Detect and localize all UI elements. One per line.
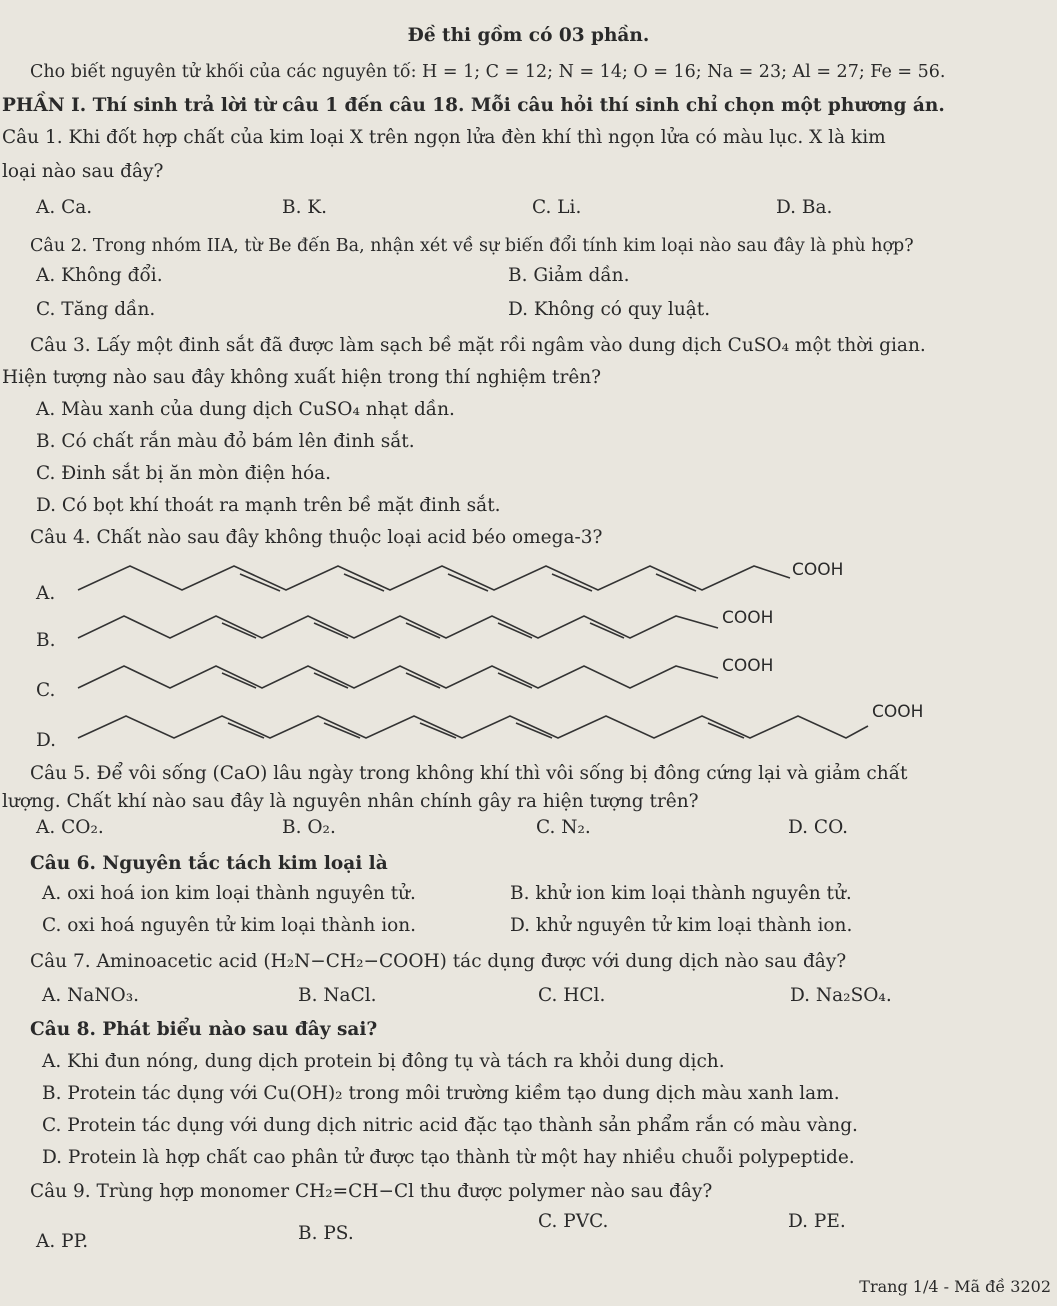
question-5-option-a: A. CO₂. — [36, 817, 104, 838]
question-7-option-b: B. NaCl. — [298, 985, 377, 1006]
question-5-option-c: C. N₂. — [536, 817, 591, 838]
question-6-line-1: Câu 6. Nguyên tắc tách kim loại là — [30, 853, 388, 874]
structure-c-cooh: COOH — [722, 656, 774, 676]
question-2-option-a: A. Không đổi. — [36, 265, 163, 286]
structure-b-cooh: COOH — [722, 608, 774, 628]
question-3-line-2: Hiện tượng nào sau đây không xuất hiện trong thí nghiệm trên? — [2, 367, 602, 388]
question-1-option-b: B. K. — [282, 197, 328, 218]
question-9-option-c: C. PVC. — [538, 1211, 609, 1232]
question-9-line-1: Câu 9. Trùng hợp monomer CH₂=CH−Cl thu được polymer nào sau đây? — [30, 1181, 713, 1202]
question-9-option-b: B. PS. — [298, 1223, 354, 1244]
structure-d-cooh: COOH — [872, 702, 924, 722]
question-8-option-d: D. Protein là hợp chất cao phân tử được tạo thành từ một hay nhiều chuỗi polypeptide. — [42, 1147, 855, 1168]
question-5-option-b: B. O₂. — [282, 817, 336, 838]
question-4-option-a: A. — [36, 583, 56, 604]
question-2-option-d: D. Không có quy luật. — [508, 299, 711, 320]
question-1-line-2: loại nào sau đây? — [2, 161, 164, 182]
question-5-line-1: Câu 5. Để vôi sống (CaO) lâu ngày trong không khí thì vôi sống bị đông cứng lại và giảm chất — [30, 763, 908, 784]
question-8-option-c: C. Protein tác dụng với dung dịch nitric acid đặc tạo thành sản phẩm rắn có màu vàng. — [42, 1115, 858, 1136]
question-6-option-d: D. khử nguyên tử kim loại thành ion. — [510, 915, 853, 936]
question-7-option-c: C. HCl. — [538, 985, 606, 1006]
question-2-option-c: C. Tăng dần. — [36, 299, 156, 320]
question-1-option-c: C. Li. — [532, 197, 582, 218]
question-1-option-d: D. Ba. — [776, 197, 833, 218]
question-4-option-d: D. — [36, 730, 57, 751]
question-3-option-d: D. Có bọt khí thoát ra mạnh trên bề mặt đinh sắt. — [36, 495, 501, 516]
question-2-line-1: Câu 2. Trong nhóm IIA, từ Be đến Ba, nhận xét về sự biến đổi tính kim loại nào sau đây là phù hợp? — [30, 236, 914, 256]
question-3-option-a: A. Màu xanh của dung dịch CuSO₄ nhạt dần. — [36, 399, 455, 420]
question-6-option-a: A. oxi hoá ion kim loại thành nguyên tử. — [42, 883, 416, 904]
question-8-line-1: Câu 8. Phát biểu nào sau đây sai? — [30, 1019, 378, 1040]
structure-a-cooh: COOH — [792, 560, 844, 580]
part1-title: PHẦN I. Thí sinh trả lời từ câu 1 đến câu 18. Mỗi câu hỏi thí sinh chỉ chọn một phương án. — [2, 95, 945, 116]
question-6-option-c: C. oxi hoá nguyên tử kim loại thành ion. — [42, 915, 417, 936]
question-7-option-d: D. Na₂SO₄. — [790, 985, 892, 1006]
question-4-option-c: C. — [36, 680, 56, 701]
question-3-option-b: B. Có chất rắn màu đỏ bám lên đinh sắt. — [36, 431, 415, 452]
question-4-option-b: B. — [36, 630, 56, 651]
question-5-option-d: D. CO. — [788, 817, 849, 838]
question-1-line-1: Câu 1. Khi đốt hợp chất của kim loại X trên ngọn lửa đèn khí thì ngọn lửa có màu lục. X là kim — [2, 127, 886, 148]
question-3-option-c: C. Đinh sắt bị ăn mòn điện hóa. — [36, 463, 332, 484]
question-9-option-a: A. PP. — [36, 1231, 89, 1252]
atomic-masses-note: Cho biết nguyên tử khối của các nguyên tố: H = 1; C = 12; N = 14; O = 16; Na = 23; Al = 27; Fe = 56. — [30, 62, 946, 82]
question-6-option-b: B. khử ion kim loại thành nguyên tử. — [510, 883, 852, 904]
question-8-option-b: B. Protein tác dụng với Cu(OH)₂ trong môi trường kiềm tạo dung dịch màu xanh lam. — [42, 1083, 840, 1104]
question-9-option-d: D. PE. — [788, 1211, 846, 1232]
page-footer: Trang 1/4 - Mã đề 3202 — [859, 1277, 1051, 1296]
question-3-line-1: Câu 3. Lấy một đinh sắt đã được làm sạch bề mặt rồi ngâm vào dung dịch CuSO₄ một thời gian. — [30, 335, 926, 356]
question-2-option-b: B. Giảm dần. — [508, 265, 630, 286]
question-5-line-2: lượng. Chất khí nào sau đây là nguyên nhân chính gây ra hiện tượng trên? — [2, 791, 699, 812]
question-7-option-a: A. NaNO₃. — [42, 985, 139, 1006]
exam-header-title: Đề thi gồm có 03 phần. — [407, 25, 650, 46]
question-7-line-1: Câu 7. Aminoacetic acid (H₂N−CH₂−COOH) tác dụng được với dung dịch nào sau đây? — [30, 951, 847, 972]
question-1-option-a: A. Ca. — [36, 197, 93, 218]
question-8-option-a: A. Khi đun nóng, dung dịch protein bị đông tụ và tách ra khỏi dung dịch. — [42, 1051, 725, 1072]
question-4-line-1: Câu 4. Chất nào sau đây không thuộc loại acid béo omega-3? — [30, 527, 603, 548]
